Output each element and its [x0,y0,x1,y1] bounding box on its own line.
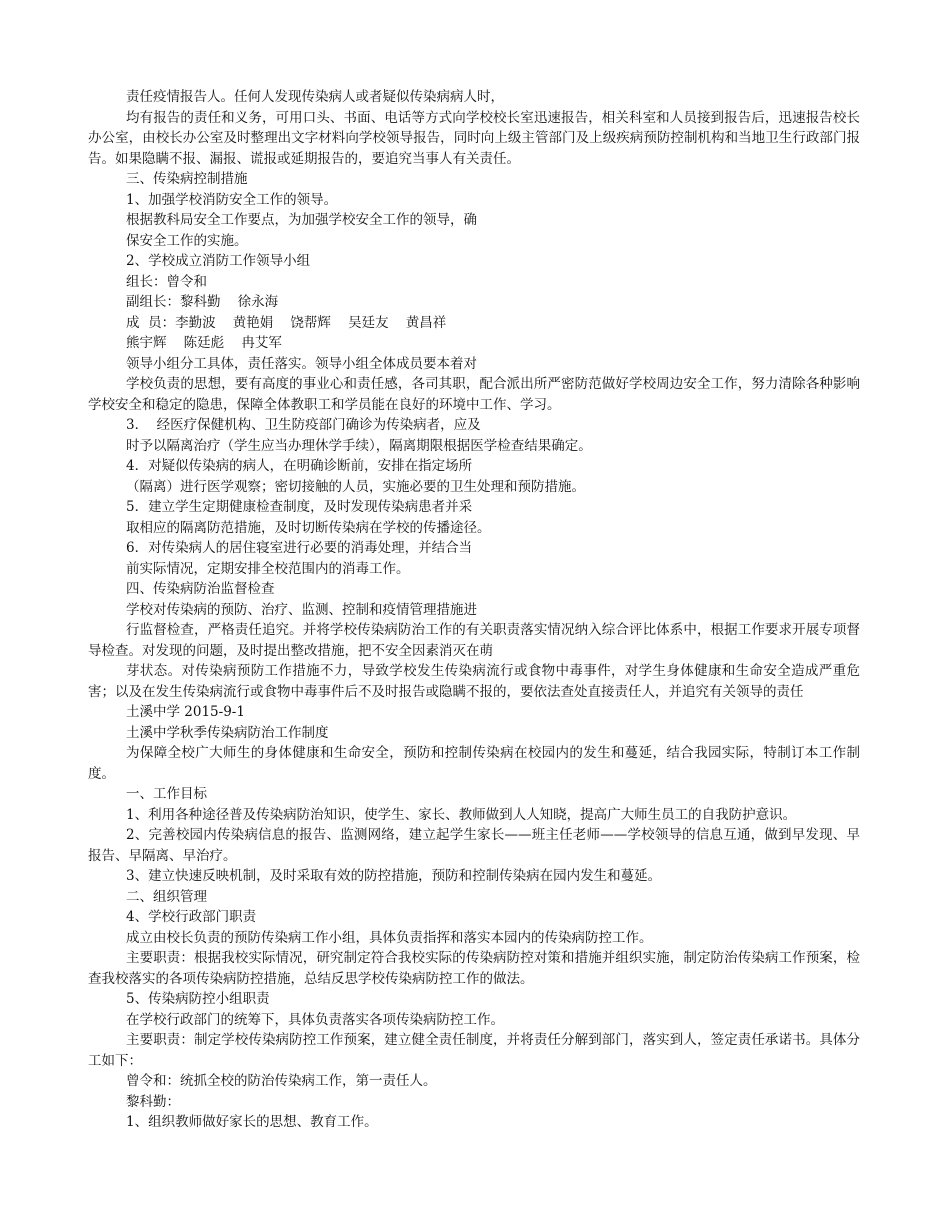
paragraph: 一、工作目标 [126,786,207,802]
paragraph: 熊宇辉 陈廷彪 冉艾军 [126,335,282,351]
paragraph: 学校负责的思想，要有高度的事业心和责任感，各司其职，配合派出所严密防范做好学校周边安全工作，努力清除各种影响学校安全和稳定的隐患，保障全体教职工和学员能在良好的环境中工作、学习。 [88,376,860,413]
paragraph: 根据教科局安全工作要点，为加强学校安全工作的领导，确 [126,212,477,228]
paragraph: 土溪中学 2015-9-1 [126,704,245,720]
paragraph: 二、组织管理 [126,888,207,905]
paragraph: 土溪中学秋季传染病防治工作制度 [126,724,329,741]
paragraph: 1、加强学校消防安全工作的领导。 [126,191,338,208]
paragraph: 四、传染病防治监督检查 [126,581,275,597]
paragraph: 6．对传染病人的居住寝室进行必要的消毒处理，并结合当 [126,540,473,556]
paragraph: 副组长：黎科勤 徐永海 [126,294,279,310]
paragraph: 5．建立学生定期健康检查制度，及时发现传染病患者并采 [126,499,473,515]
paragraph: 时予以隔离治疗（学生应当办理休学手续），隔离期限根据医学检查结果确定。 [126,437,592,454]
paragraph: 取相应的隔离防范措施，及时切断传染病在学校的传播途径。 [126,519,491,536]
paragraph: 前实际情况，定期安排全校范围内的消毒工作。 [126,560,410,577]
paragraph: 黎科勤： [126,1093,180,1110]
paragraph: 主要职责：制定学校传染病防控工作预案，建立健全责任制度，并将责任分解到部门，落实到人，签定责任承诺书。具体分工如下： [88,1032,860,1069]
paragraph: （隔离）进行医学观察；密切接触的人员，实施必要的卫生处理和预防措施。 [126,478,585,495]
paragraph: 1、利用各种途径普及传染病防治知识，使学生、家长、教师做到人人知晓，提高广大师生员工的自我防护意识。 [126,806,797,823]
paragraph: 2、完善校园内传染病信息的报告、监测网络，建立起学生家长——班主任老师——学校领导的信息互通，做到早发现、早报告、早隔离、早治疗。 [88,827,860,864]
document-page [88,87,860,1133]
paragraph: 2、学校成立消防工作领导小组 [126,253,311,269]
paragraph: 成 员：李勤波 黄艳娟 饶帮辉 吴廷友 黄昌祥 [126,314,447,331]
paragraph: 4、学校行政部门职责 [126,909,257,925]
paragraph: 曾令和：统抓全校的防治传染病工作，第一责任人。 [126,1073,437,1089]
paragraph: 5、传染病防控小组职责 [126,991,270,1007]
paragraph: 主要职责：根据我校实际情况，研究制定符合我校实际的传染病防控对策和措施并组织实施，制定防治传染病工作预案，检查我校落实的各项传染病防控措施，总结反思学校传染病防控工作的做法。 [88,950,860,987]
paragraph: 芽状态。对传染病预防工作措施不力，导致学校发生传染病流行或食物中毒事件，对学生身体健康和生命安全造成严重危害；以及在发生传染病流行或食物中毒事件后不及时报告或隐瞒不报的，要依法查处直接责任人，并追究有关领导的责任 [88,663,860,700]
paragraph: 3、建立快速反映机制，及时采取有效的防控措施，预防和控制传染病在园内发生和蔓延。 [126,868,662,884]
paragraph: 均有报告的责任和义务，可用口头、书面、电话等方式向学校校长室迅速报告，相关科室和人员接到报告后，迅速报告校长办公室，由校长办公室及时整理出文字材料向学校领导报告，同时向上级主管部门及上级疾病预防控制机构和当地卫生行政部门报告。如果隐瞒不报、漏报、谎报或延期报告的，要追究当事人有关责任。 [88,109,860,167]
paragraph: 保安全工作的实施。 [126,232,248,249]
paragraph: 学校对传染病的预防、治疗、监测、控制和疫情管理措施进 [126,601,477,618]
paragraph: 行监督检查，严格责任追究。并将学校传染病防治工作的有关职责落实情况纳入综合评比体系中，根据工作要求开展专项督导检查。对发现的问题，及时提出整改措施，把不安全因素消灭在萌 [88,622,860,659]
paragraph: 4．对疑似传染病的病人，在明确诊断前，安排在指定场所 [126,458,473,474]
paragraph: 领导小组分工具体，责任落实。领导小组全体成员要本着对 [126,355,477,372]
paragraph: 三、传染病控制措施 [126,171,248,187]
paragraph: 责任疫情报告人。任何人发现传染病人或者疑似传染病病人时， [126,89,504,105]
paragraph: 3． 经医疗保健机构、卫生防疫部门确诊为传染病者，应及 [126,417,481,433]
paragraph: 组长：曾令和 [126,273,207,290]
paragraph: 成立由校长负责的预防传染病工作小组，具体负责指挥和落实本园内的传染病防控工作。 [126,929,653,946]
paragraph: 在学校行政部门的统筹下，具体负责落实各项传染病防控工作。 [126,1011,504,1028]
paragraph: 1、组织教师做好家长的思想、教育工作。 [126,1114,378,1130]
paragraph: 为保障全校广大师生的身体健康和生命安全，预防和控制传染病在校园内的发生和蔓延，结合我园实际，特制订本工作制度。 [88,745,860,782]
